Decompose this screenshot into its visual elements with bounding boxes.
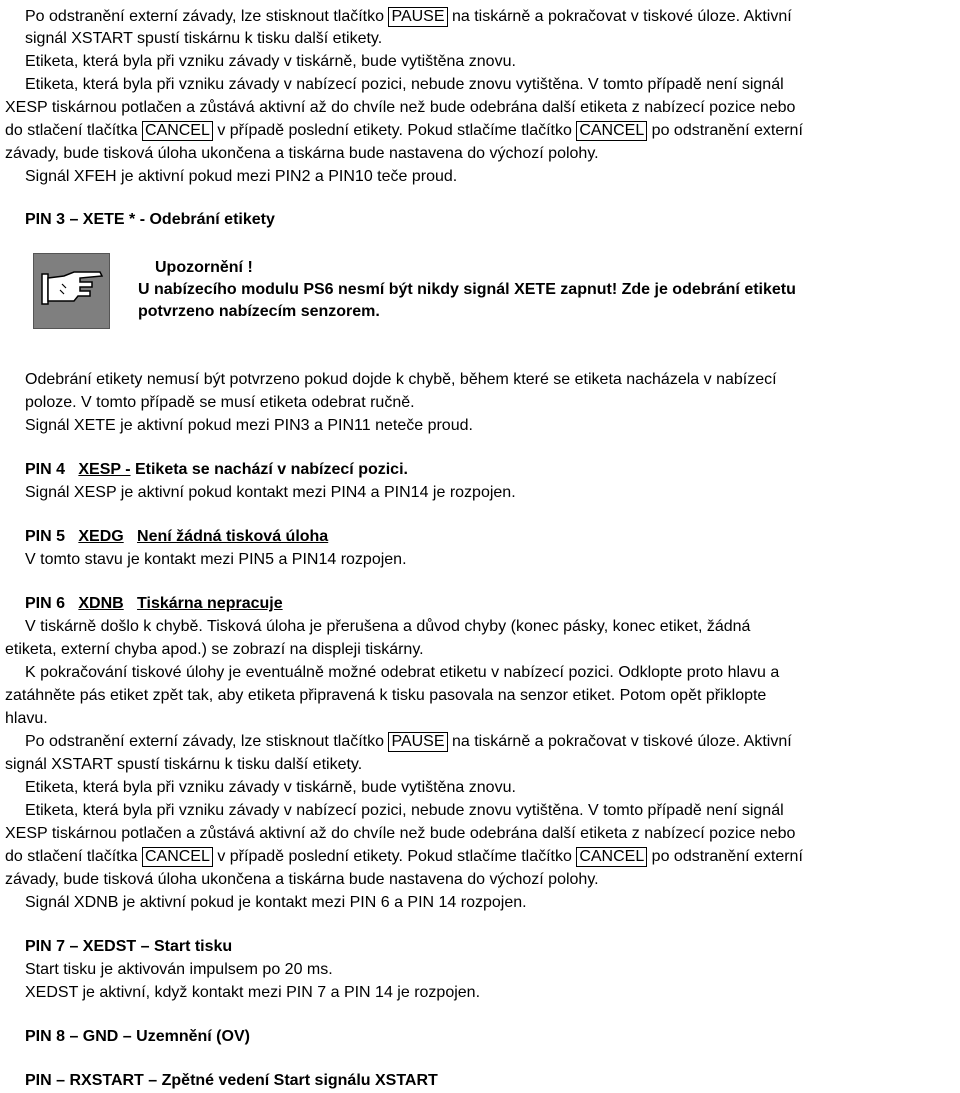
pin6-line-4: zatáhněte pás etiket zpět tak, aby etiketa připravená k tisku pasovala na senzor etiket. Potom opět přiklopte: [5, 687, 767, 704]
p1-line-8: Signál XFEH je aktivní pokud mezi PIN2 a PIN10 teče proud.: [25, 168, 458, 185]
pin6-heading: PIN 6 XDNB Tiskárna nepracuje: [25, 595, 283, 612]
pin6-line-5: hlavu.: [5, 710, 48, 727]
pin-rxstart-heading: PIN – RXSTART – Zpětné vedení Start signálu XSTART: [25, 1072, 438, 1089]
p1-line-7: závady, bude tisková úloha ukončena a tiskárna bude nastavena do výchozí polohy.: [5, 145, 599, 162]
p1-line-3: Etiketa, která byla při vzniku závady v tiskárně, bude vytištěna znovu.: [25, 53, 516, 70]
pin6-line-8: Etiketa, která byla při vzniku závady v tiskárně, bude vytištěna znovu.: [25, 779, 516, 796]
pin3-heading: PIN 3 – XETE * - Odebrání etikety: [25, 211, 275, 228]
pin6-line-6: Po odstranění externí závady, lze stisknout tlačítko PAUSE na tiskárně a pokračovat v tiskové úloze. Aktivní: [25, 733, 792, 750]
pointing-hand-icon: [33, 253, 110, 329]
pin3-line-1: Odebrání etikety nemusí být potvrzeno pokud dojde k chybě, během které se etiketa nacházela v nabízecí: [25, 371, 777, 388]
pause-key-label: PAUSE: [388, 732, 447, 752]
pin6-line-1: V tiskárně došlo k chybě. Tisková úloha je přerušena a důvod chyby (konec pásky, konec etiket, žádná: [25, 618, 751, 635]
cancel-key-label: CANCEL: [576, 121, 647, 141]
pause-key-label: PAUSE: [388, 7, 447, 27]
pin6-line-12: závady, bude tisková úloha ukončena a tiskárna bude nastavena do výchozí polohy.: [5, 871, 599, 888]
p1-line-2: signál XSTART spustí tiskárnu k tisku další etikety.: [25, 30, 383, 47]
cancel-key-label: CANCEL: [142, 121, 213, 141]
pin6-line-11: do stlačení tlačítka CANCEL v případě poslední etikety. Pokud stlačíme tlačítko CANCEL po odstranění externí: [5, 848, 803, 865]
pin7-heading: PIN 7 – XEDST – Start tisku: [25, 938, 233, 955]
warning-title: Upozornění !: [155, 259, 253, 276]
pin6-line-9: Etiketa, která byla při vzniku závady v nabízecí pozici, nebude znovu vytištěna. V tomto případě není signál: [25, 802, 784, 819]
pin6-line-2: etiketa, externí chyba apod.) se zobrazí na displeji tiskárny.: [5, 641, 424, 658]
p1-line-4: Etiketa, která byla při vzniku závady v nabízecí pozici, nebude znovu vytištěna. V tomto případě není signál: [25, 76, 784, 93]
pin6-line-13: Signál XDNB je aktivní pokud je kontakt mezi PIN 6 a PIN 14 rozpojen.: [25, 894, 527, 911]
pin3-line-2: poloze. V tomto případě se musí etiketa odebrat ručně.: [25, 394, 415, 411]
warning-line-2: potvrzeno nabízecím senzorem.: [138, 303, 380, 320]
pin6-line-7: signál XSTART spustí tiskárnu k tisku další etikety.: [5, 756, 363, 773]
pin5-heading: PIN 5 XEDG Není žádná tisková úloha: [25, 528, 329, 545]
pin4-line-1: Signál XESP je aktivní pokud kontakt mezi PIN4 a PIN14 je rozpojen.: [25, 484, 516, 501]
cancel-key-label: CANCEL: [142, 847, 213, 867]
warning-line-1: U nabízecího modulu PS6 nesmí být nikdy signál XETE zapnut! Zde je odebrání etiketu: [138, 281, 796, 298]
pin4-heading: PIN 4 XESP - Etiketa se nachází v nabízecí pozici.: [25, 461, 408, 478]
cancel-key-label: CANCEL: [576, 847, 647, 867]
pin8-heading: PIN 8 – GND – Uzemnění (OV): [25, 1028, 250, 1045]
p1-line-1: Po odstranění externí závady, lze stisknout tlačítko PAUSE na tiskárně a pokračovat v tiskové úloze. Aktivní: [25, 8, 792, 25]
p1-line-5: XESP tiskárnou potlačen a zůstává aktivní až do chvíle než bude odebrána další etiketa z nabízecí pozice nebo: [5, 99, 796, 116]
pin7-line-2: XEDST je aktivní, když kontakt mezi PIN 7 a PIN 14 je rozpojen.: [25, 984, 481, 1001]
pin7-line-1: Start tisku je aktivován impulsem po 20 ms.: [25, 961, 333, 978]
pin6-line-3: K pokračování tiskové úlohy je eventuálně možné odebrat etiketu v nabízecí pozici. Odklopte proto hlavu a: [25, 664, 780, 681]
pin3-line-3: Signál XETE je aktivní pokud mezi PIN3 a PIN11 neteče proud.: [25, 417, 473, 434]
pin6-line-10: XESP tiskárnou potlačen a zůstává aktivní až do chvíle než bude odebrána další etiketa z nabízecí pozice nebo: [5, 825, 796, 842]
pin5-line-1: V tomto stavu je kontakt mezi PIN5 a PIN14 rozpojen.: [25, 551, 407, 568]
p1-line-6: do stlačení tlačítka CANCEL v případě poslední etikety. Pokud stlačíme tlačítko CANCEL po odstranění externí: [5, 122, 803, 139]
